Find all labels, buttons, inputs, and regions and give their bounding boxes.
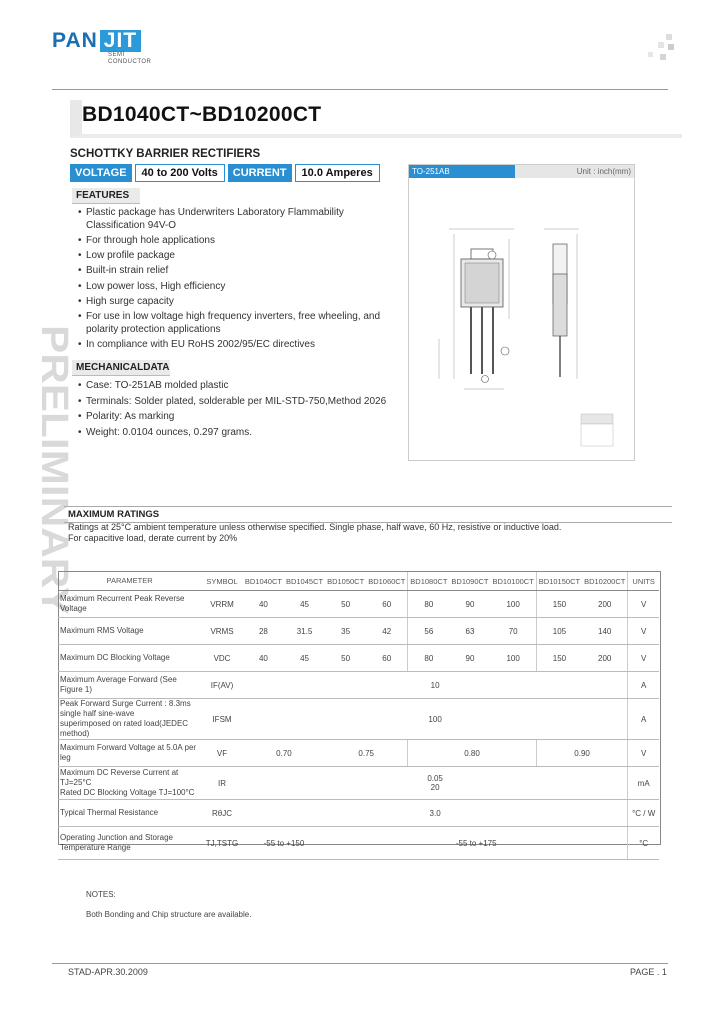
table-row — [58, 645, 659, 672]
row-unit: V — [628, 591, 659, 618]
row-value: 45 — [284, 645, 325, 672]
features-heading: FEATURES — [72, 188, 140, 204]
row-symbol: VRMS — [201, 618, 243, 645]
row-value: 80 — [408, 645, 450, 672]
row-value: 90 — [449, 591, 490, 618]
header-symbol: SYMBOL — [201, 572, 243, 591]
row-value: 10 — [243, 672, 628, 699]
row-value: 45 — [284, 591, 325, 618]
row-symbol: VF — [201, 740, 243, 767]
brand-logo — [52, 30, 151, 66]
mechanical-list — [78, 380, 408, 442]
header-units: UNITS — [628, 572, 659, 591]
header-model: BD10100CT — [491, 572, 537, 591]
row-value: 0.80 — [408, 740, 537, 767]
row-symbol: IR — [201, 767, 243, 800]
row-param-line2: Rated DC Blocking Voltage TJ=100°C — [60, 788, 195, 797]
footer-divider — [52, 963, 668, 964]
mechanical-heading: MECHANICALDATA — [72, 360, 170, 376]
header-model: BD1045CT — [284, 572, 325, 591]
current-value: 10.0 Amperes — [295, 164, 380, 182]
row-value: 100 — [491, 645, 537, 672]
list-item: • Low profile package — [78, 250, 398, 263]
row-value: 0.75 — [325, 740, 408, 767]
list-item: • High surge capacity — [78, 296, 398, 309]
footer-page-number: PAGE . 1 — [630, 967, 667, 977]
list-item: • For through hole applications — [78, 235, 398, 248]
list-item: • Case: TO-251AB molded plastic — [78, 380, 408, 393]
package-outline-panel — [408, 164, 635, 461]
brand-sub-line1: SEMI — [108, 52, 125, 58]
row-value-line2: 20 — [430, 783, 440, 792]
list-item: • For use in low voltage high frequency inverters, free wheeling, and polarity protection applications — [78, 311, 398, 336]
header-model: BD10150CT — [536, 572, 582, 591]
decorative-dots-icon — [646, 34, 676, 64]
brand-sub-line2: CONDUCTOR — [108, 59, 152, 65]
row-value: 150 — [536, 591, 582, 618]
header-model: BD1060CT — [366, 572, 408, 591]
row-value: 150 — [536, 645, 582, 672]
row-value: 60 — [366, 591, 408, 618]
row-value: 0.70 — [243, 740, 325, 767]
row-unit: A — [628, 672, 659, 699]
package-drawing — [409, 179, 634, 459]
row-value: 100 — [243, 699, 628, 740]
brand-name-part2: JIT — [100, 30, 141, 52]
list-item: • Polarity: As marking — [78, 411, 408, 424]
row-param — [58, 699, 201, 740]
max-ratings-table — [58, 571, 659, 860]
header-divider — [52, 89, 668, 90]
list-item: • Low power loss, High efficiency — [78, 281, 398, 294]
table-header-row — [58, 572, 659, 591]
row-value: 0.90 — [536, 740, 628, 767]
row-value: 80 — [408, 591, 450, 618]
max-ratings-heading: MAXIMUM RATINGS — [64, 506, 672, 523]
header-model: BD1040CT — [243, 572, 284, 591]
row-value: 31.5 — [284, 618, 325, 645]
row-value: 200 — [582, 591, 628, 618]
list-item: • Plastic package has Underwriters Laboratory Flammability Classification 94V-O — [78, 207, 398, 232]
voltage-value: 40 to 200 Volts — [135, 164, 225, 182]
header-model: BD10200CT — [582, 572, 628, 591]
row-value: 200 — [582, 645, 628, 672]
header-parameter: PARAMETER — [58, 572, 201, 591]
package-unit: Unit : inch(mm) — [515, 165, 634, 178]
ratings-note — [68, 522, 561, 544]
table-row — [58, 740, 659, 767]
list-item: • Terminals: Solder plated, solderable per MIL-STD-750,Method 2026 — [78, 396, 408, 409]
row-symbol: IFSM — [201, 699, 243, 740]
row-value: 100 — [491, 591, 537, 618]
row-param: Maximum Recurrent Peak Reverse Voltage — [58, 591, 201, 618]
row-param — [58, 767, 201, 800]
row-symbol: VRRM — [201, 591, 243, 618]
row-value-line1: 0.05 — [427, 774, 443, 783]
row-symbol: VDC — [201, 645, 243, 672]
row-unit: °C — [628, 827, 659, 860]
row-value — [243, 767, 628, 800]
product-subtitle: SCHOTTKY BARRIER RECTIFIERS — [70, 148, 261, 160]
row-param: Operating Junction and Storage Temperature Range — [58, 827, 201, 860]
preliminary-watermark — [8, 325, 75, 615]
brand-name-part1: PAN — [52, 29, 98, 52]
package-name: TO-251AB — [409, 165, 515, 178]
row-symbol: RθJC — [201, 800, 243, 827]
row-unit: mA — [628, 767, 659, 800]
row-value: 50 — [325, 645, 366, 672]
row-value: 40 — [243, 591, 284, 618]
row-symbol: IF(AV) — [201, 672, 243, 699]
row-value: 105 — [536, 618, 582, 645]
row-value: 63 — [449, 618, 490, 645]
watermark-text: PRELIMINARY — [33, 325, 75, 586]
row-value: 28 — [243, 618, 284, 645]
row-value: 50 — [325, 591, 366, 618]
table-row — [58, 699, 659, 740]
voltage-label: VOLTAGE — [70, 164, 132, 182]
row-param: Maximum Forward Voltage at 5.0A per leg — [58, 740, 201, 767]
table-row — [58, 591, 659, 618]
table-row — [58, 800, 659, 827]
row-param-line2: superimposed on rated load(JEDEC method) — [60, 719, 189, 738]
row-value: 56 — [408, 618, 450, 645]
header-model: BD1090CT — [449, 572, 490, 591]
notes-block — [86, 889, 251, 920]
row-value: -55 to +175 — [325, 827, 628, 860]
row-value: -55 to +150 — [243, 827, 325, 860]
row-param: Maximum DC Blocking Voltage — [58, 645, 201, 672]
row-param: Typical Thermal Resistance — [58, 800, 201, 827]
row-value: 60 — [366, 645, 408, 672]
row-param-line1: Maximum DC Reverse Current at TJ=25°C — [60, 768, 179, 787]
row-symbol: TJ,TSTG — [201, 827, 243, 860]
table-row — [58, 827, 659, 860]
row-value: 35 — [325, 618, 366, 645]
ratings-note-line2: For capacitive load, derate current by 20% — [68, 533, 238, 543]
list-item: • Built-in strain relief — [78, 265, 398, 278]
notes-line1: Both Bonding and Chip structure are available. — [86, 910, 252, 919]
row-unit: A — [628, 699, 659, 740]
ratings-note-line1: Ratings at 25°C ambient temperature unless otherwise specified. Single phase, half wave, 60 Hz, resistive or inductive load. — [68, 522, 562, 532]
notes-heading: NOTES: — [86, 890, 116, 899]
table-row — [58, 767, 659, 800]
row-unit: °C / W — [628, 800, 659, 827]
table-row — [58, 618, 659, 645]
list-item: • Weight: 0.0104 ounces, 0.297 grams. — [78, 427, 408, 440]
row-unit: V — [628, 645, 659, 672]
spec-bar — [70, 164, 383, 182]
table-row — [58, 672, 659, 699]
header-model: BD1080CT — [408, 572, 450, 591]
row-unit: V — [628, 618, 659, 645]
footer-doc-id: STAD-APR.30.2009 — [68, 967, 148, 977]
row-param: Maximum RMS Voltage — [58, 618, 201, 645]
row-value: 90 — [449, 645, 490, 672]
row-param-line1: Peak Forward Surge Current : 8.3ms single half sine-wave — [60, 699, 191, 718]
row-param: Maximum Average Forward (See Figure 1) — [58, 672, 201, 699]
row-unit: V — [628, 740, 659, 767]
list-item: • In compliance with EU RoHS 2002/95/EC directives — [78, 339, 398, 352]
row-value: 42 — [366, 618, 408, 645]
row-value: 140 — [582, 618, 628, 645]
features-list — [78, 207, 398, 354]
row-value: 40 — [243, 645, 284, 672]
current-label: CURRENT — [228, 164, 292, 182]
row-value: 3.0 — [243, 800, 628, 827]
row-value: 70 — [491, 618, 537, 645]
page-title: BD1040CT~BD10200CT — [82, 103, 322, 126]
header-model: BD1050CT — [325, 572, 366, 591]
